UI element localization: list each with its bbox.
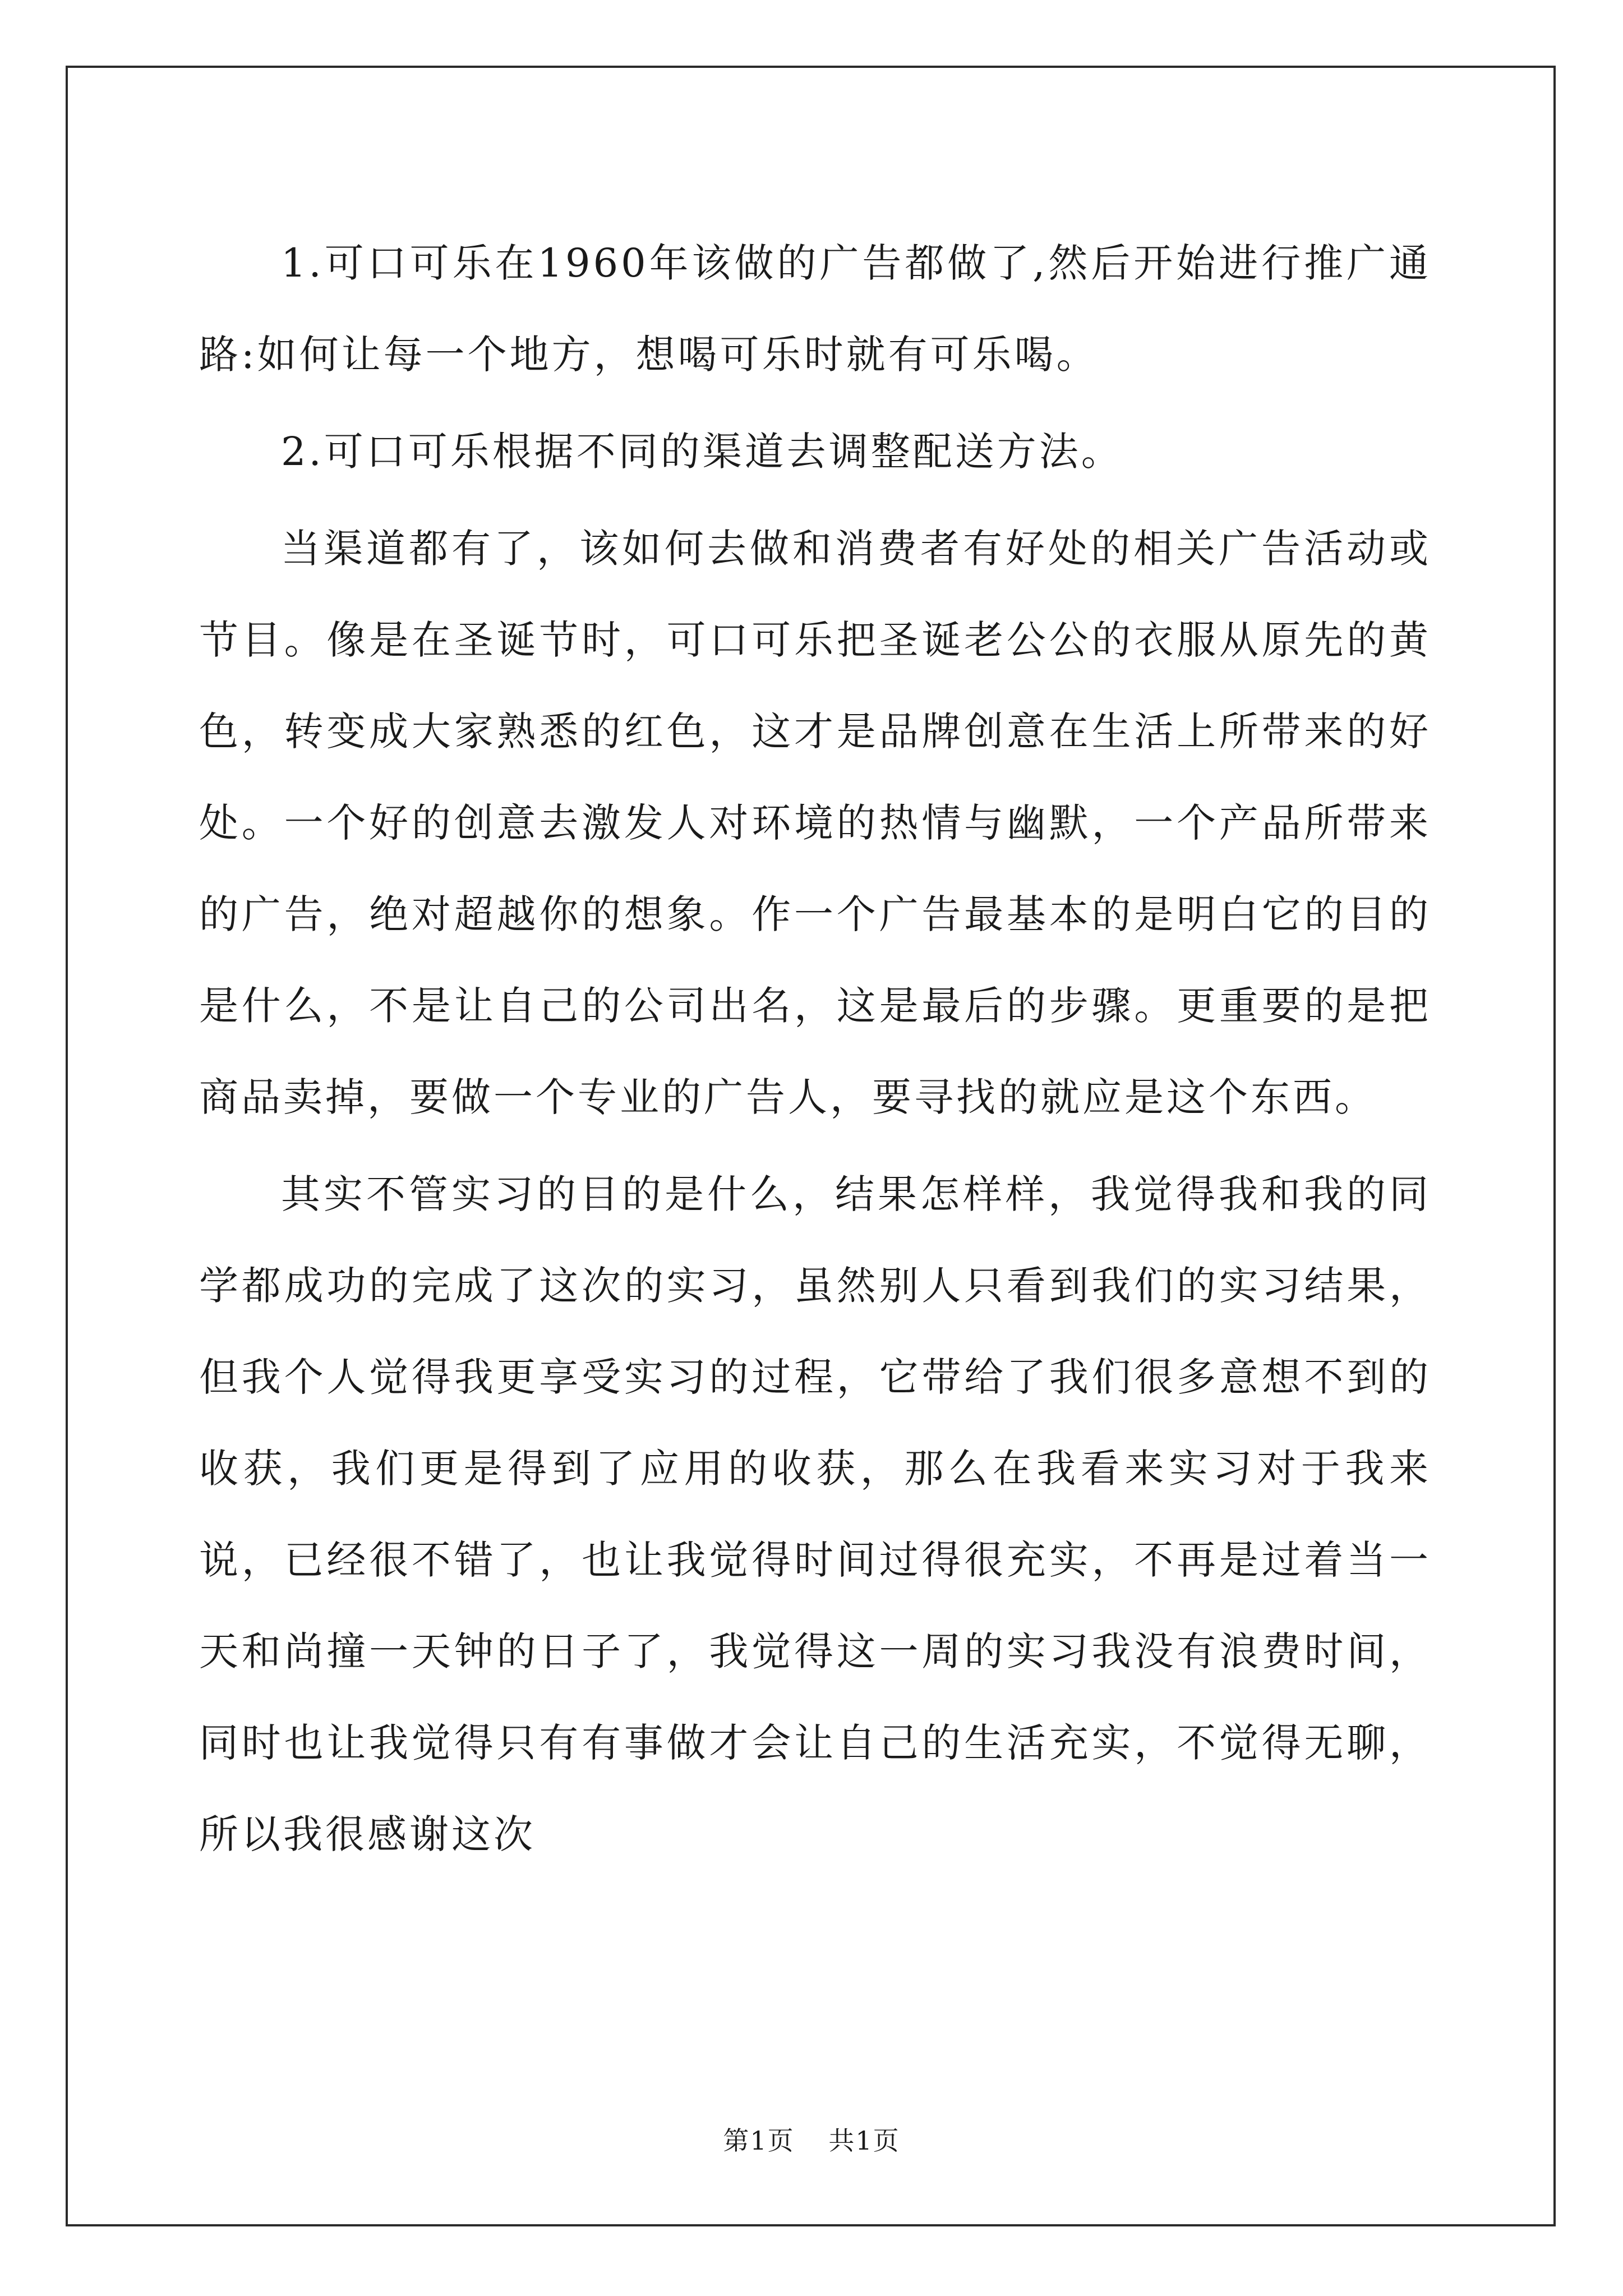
page-number-total: 共1页: [828, 2125, 900, 2156]
paragraph-4: 其实不管实习的目的是什么，结果怎样样，我觉得我和我的同学都成功的完成了这次的实习，虽然别人只看到我们的实习结果，但我个人觉得我更享受实习的过程，它带给了我们很多意想不到的收获，我们更是得到了应用的收获，那么在我看来实习对于我来说，已经很不错了，也让我觉得时间过得很充实，不再是过着当一天和尚撞一天钟的日子了，我觉得这一周的实习我没有浪费时间，同时也让我觉得只有有事做才会让自己的生活充实，不觉得无聊，所以我很感谢这次: [199, 1171, 1431, 1857]
page-number-current: 第1页: [723, 2125, 795, 2156]
page-footer: [0, 2120, 1623, 2157]
paragraph-1: 1.可口可乐在1960年该做的广告都做了,然后开始进行推广通路:如何让每一个地方，想喝可乐时就有可乐喝。: [199, 240, 1431, 378]
paragraph-3: 当渠道都有了，该如何去做和消费者有好处的相关广告活动或节目。像是在圣诞节时，可口可乐把圣诞老公公的衣服从原先的黄色，转变成大家熟悉的红色，这才是品牌创意在生活上所带来的好处。一个好的创意去激发人对环境的热情与幽默，一个产品所带来的广告，绝对超越你的想象。作一个广告最基本的是明白它的目的是什么，不是让自己的公司出名，这是最后的步骤。更重要的是把商品卖掉，要做一个专业的广告人，要寻找的就应是这个东西。: [199, 526, 1431, 1120]
document-body: [199, 218, 1431, 1886]
paragraph-2: 2.可口可乐根据不同的渠道去调整配送方法。: [281, 429, 1123, 475]
